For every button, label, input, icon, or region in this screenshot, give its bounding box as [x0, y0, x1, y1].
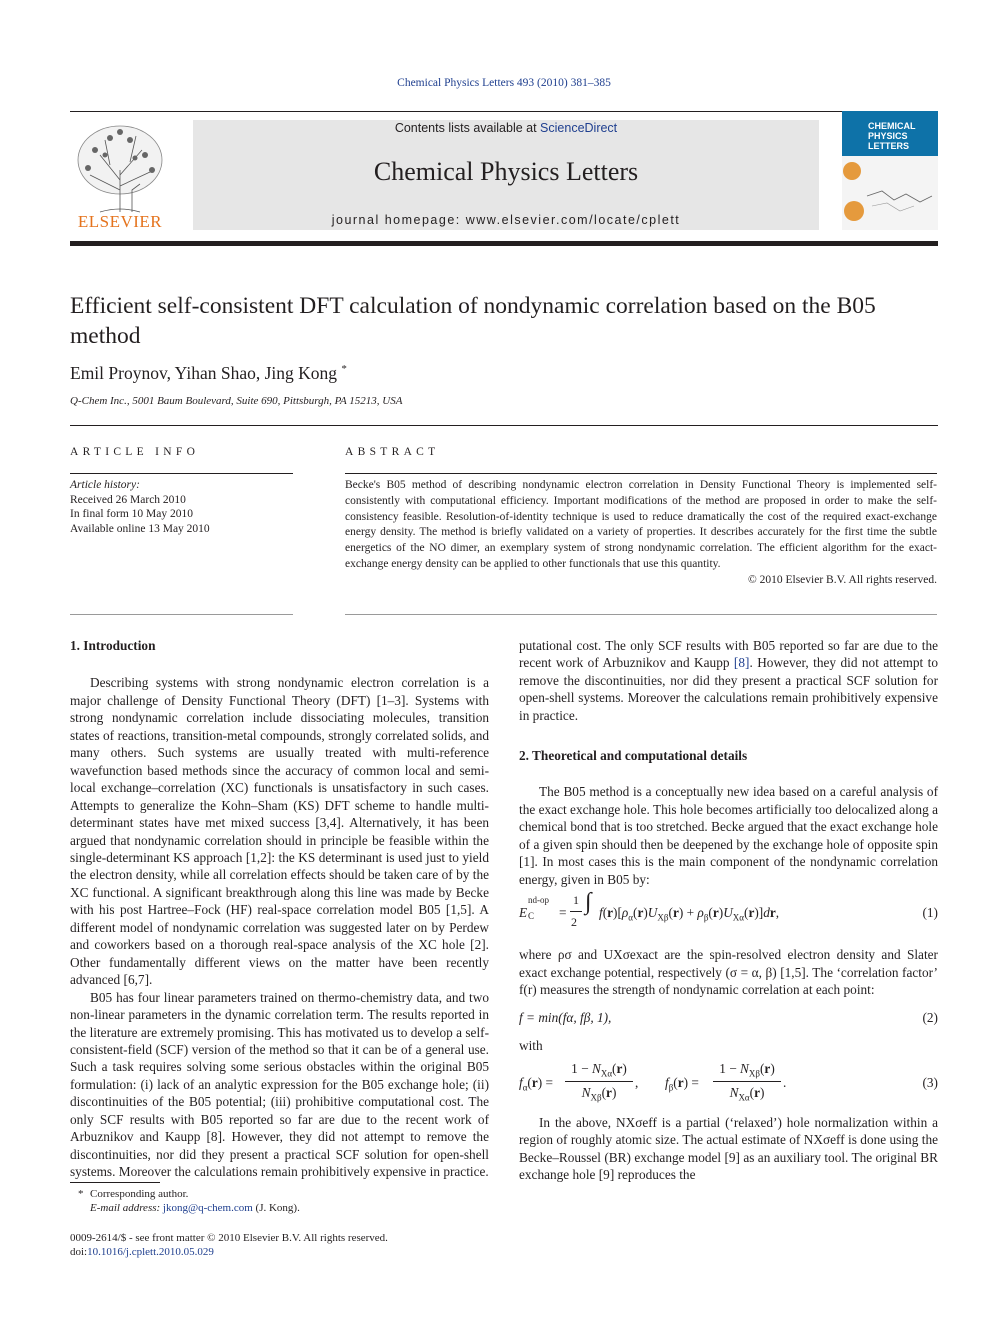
footnote-rule	[70, 1182, 160, 1183]
abstract-copyright: © 2010 Elsevier B.V. All rights reserved.	[748, 573, 937, 586]
intro-paragraph-1: Describing systems with strong nondynamic electron correlation is a major challenge of Density Functional Theory (DFT) [1–3]. Systems with strong nondynamic correlation include dissociating molecules, transition states of reactions, transition-metal compounds, strongly correlated solids, and many others. Such systems are usually treated with multi-reference wavefunction based methods since the accuracy of common local and semi-local exchange–correlation (XC) functionals is unsatisfactory in such cases. Attempts to generalize the Kohn–Sham (KS) DFT scheme to handle multi-determinant states have met mixed success [3,4]. Alternatively, it has been argued that nondynamic correlation should in principle be feasible within the single-determinant KS approach [1,2]: the KS determinant is used just to yield the electron density, while all correlation effects should be taken care of by the XC functional. A significant breakthrough along this line was made by Becke with his post Hartree–Fock (HF) real-space correlation model B05 [1,5]. A different model of nondynamic correlation was suggested later on by Perdew and coworkers based on a thorough real-space analysis of the XC hole [2]. Other fundamentally different views on the matter have been recently advanced [6,7].	[70, 675, 489, 988]
corresponding-note: Corresponding author.	[90, 1188, 189, 1200]
info-top-rule	[70, 425, 938, 426]
article-info-heading: ARTICLE INFO	[70, 446, 200, 458]
journal-citation[interactable]: Chemical Physics Letters 493 (2010) 381–385	[397, 77, 611, 89]
elsevier-logo	[70, 120, 170, 230]
corresponding-mark[interactable]: *	[341, 363, 347, 376]
author-list: Emil Proynov, Yihan Shao, Jing Kong *	[70, 363, 347, 383]
left-column	[70, 637, 489, 1181]
abstract-heading: ABSTRACT	[345, 446, 440, 458]
doi-link[interactable]: 10.1016/j.cplett.2010.05.029	[87, 1246, 214, 1258]
section-2-heading: 2. Theoretical and computational details	[519, 748, 748, 763]
journal-homepage: journal homepage: www.elsevier.com/locate/cplett	[331, 213, 681, 227]
sciencedirect-link[interactable]: ScienceDirect	[540, 121, 618, 135]
article-history	[70, 478, 300, 536]
contents-line: Contents lists available at ScienceDirect	[394, 121, 618, 135]
equation-1-explanation: where ρσ and UXσexact are the spin-resolved electron density and Slater exact exchange potential, respectively (σ = α, β) [1,5]. The ‘correlation factor’ f(r) measures the strength of nondynamic correlation at each point:	[519, 947, 938, 998]
article-info-bottom-rule	[70, 614, 293, 615]
front-matter: 0009-2614/$ - see front matter © 2010 Elsevier B.V. All rights reserved. doi:10.1016/j.cplett.2010.05.029	[70, 1231, 490, 1259]
intro-heading: 1. Introduction	[70, 638, 156, 653]
journal-cover[interactable]	[842, 111, 938, 230]
section-2-paragraph: The B05 method is a conceptually new idea based on a careful analysis of the exact exchange hole. This hole becomes artificially too delocalized along a chemical bond that is too stretched. Becke argued that the exact exchange hole of a given spin should then be deepened by the exchange hole of opposite spin [1]. In most cases this is the main component of the nondynamic correlation energy, given in B05 by:	[519, 784, 938, 887]
email-link[interactable]: jkong@q-chem.com	[162, 1202, 253, 1214]
homepage-link[interactable]: www.elsevier.com/locate/cplett	[465, 213, 681, 227]
history-label: Article history:	[70, 479, 140, 491]
history-final: In final form 10 May 2010	[70, 508, 193, 521]
cover-title: CHEMICAL PHYSICS LETTERS	[868, 121, 916, 151]
cover-graphic-icon	[842, 156, 938, 230]
intro-continuation: putational cost. The only SCF results with B05 reported so far are due to the recent work of Arbuznikov and Kaupp [8]. However, they did not attempt to remove the discontinuities, nor did they present a practical SCF solution for open-shell systems. Moreover the calculations remain prohibitively expensive in practice.	[519, 638, 938, 723]
equation-1: E nd-op C = 1 2 ∫ $f(r)[\rho_\alpha(r)U_{X\beta}(r) + \rho_\beta(r)U_{X\alpha}(r)]dr$, (1)	[519, 889, 938, 930]
history-received: Received 26 March 2010	[70, 493, 186, 506]
equation-2: f = min(fα, fβ, 1), (2)	[519, 1009, 938, 1025]
abstract-bottom-rule	[345, 614, 937, 615]
header-thick-rule	[70, 241, 938, 246]
equation-3-explanation: In the above, NXσeff is a partial (‘relaxed’) hole normalization within a region of roughly atomic size. The actual estimate of NXσeff is done using the Becke–Roussel (BR) exchange model [9] as an auxiliary tool. The original BR exchange hole [9] reproduces the	[519, 1114, 938, 1183]
equation-3: $f_\alpha(r)$ = $1 - N_{X\alpha}(r)$ $N_{X\beta}(r)$ , $f_\beta(r)$ = $1 - N_{X\beta}(r)$ $N_{X\alpha}(r)$ . (3)	[519, 1060, 938, 1103]
issn-line: 0009-2614/$ - see front matter © 2010 Elsevier B.V. All rights reserved.	[70, 1232, 388, 1244]
cover-image	[842, 156, 938, 230]
equation-2-number: (2)	[922, 1009, 938, 1025]
equation-3-number: (3)	[922, 1074, 938, 1090]
history-online: Available online 13 May 2010	[70, 522, 210, 535]
abstract-rule	[345, 473, 937, 474]
affiliation: Q-Chem Inc., 5001 Baum Boulevard, Suite 690, Pittsburgh, PA 15213, USA	[70, 395, 403, 407]
header-rule	[70, 111, 938, 112]
article-info-rule	[70, 473, 293, 474]
right-column	[519, 637, 938, 1222]
journal-name: Chemical Physics Letters	[373, 157, 639, 186]
footnotes: * Corresponding author. E-mail address: jkong@q-chem.com (J. Kong).	[78, 1188, 300, 1214]
equation-1-number: (1)	[922, 905, 938, 921]
abstract-text: Becke's B05 method of describing nondynamic electron correlation in Density Functional Theory is implemented self-consistently with computational efficiency. Important modifications of the method are proposed in order to make the self-consistency feasible. Resolution-of-identity technique is used to reduce dramatically the cost of the required exact-exchange energy density. The method is briefly validated on a variety of properties. It describes accurately for the first time the subtle energetics of the NO dimer, an exemplary system of strong nondynamic correlation. The efficient algorithm for the exact-exchange energy density can be applied to other functionals that use this quantity. © 2010 Elsevier B.V. All rights reserved.	[345, 478, 937, 589]
with-text: with	[519, 1037, 543, 1053]
intro-paragraph-2: B05 has four linear parameters trained on thermo-chemistry data, and two non-linear parameters in the dynamic correlation term. The results reported in the literature are extremely promising. This has motivated us to develop a self-consistent-field (SCF) version of the method so that it can be of a general use. Such a task requires solving some serious obstacles within the original B05 formulation: (i) lack of an analytic expression for the B05 exchange hole; (ii) discontinuities of the B05 potential; (iii) prohibitive computational cost. The only SCF results with B05 reported so far are due to the recent work of Arbuznikov and Kaupp [8]. However, they did not attempt to remove the discontinuities, nor did they present a practical SCF solution for open-shell systems. Moreover the calculations remain prohibitively expensive in practice.	[70, 989, 489, 1180]
article-title: Efficient self-consistent DFT calculation of nondynamic correlation based on the B05 method	[70, 293, 876, 349]
elsevier-wordmark: ELSEVIER	[77, 212, 163, 231]
